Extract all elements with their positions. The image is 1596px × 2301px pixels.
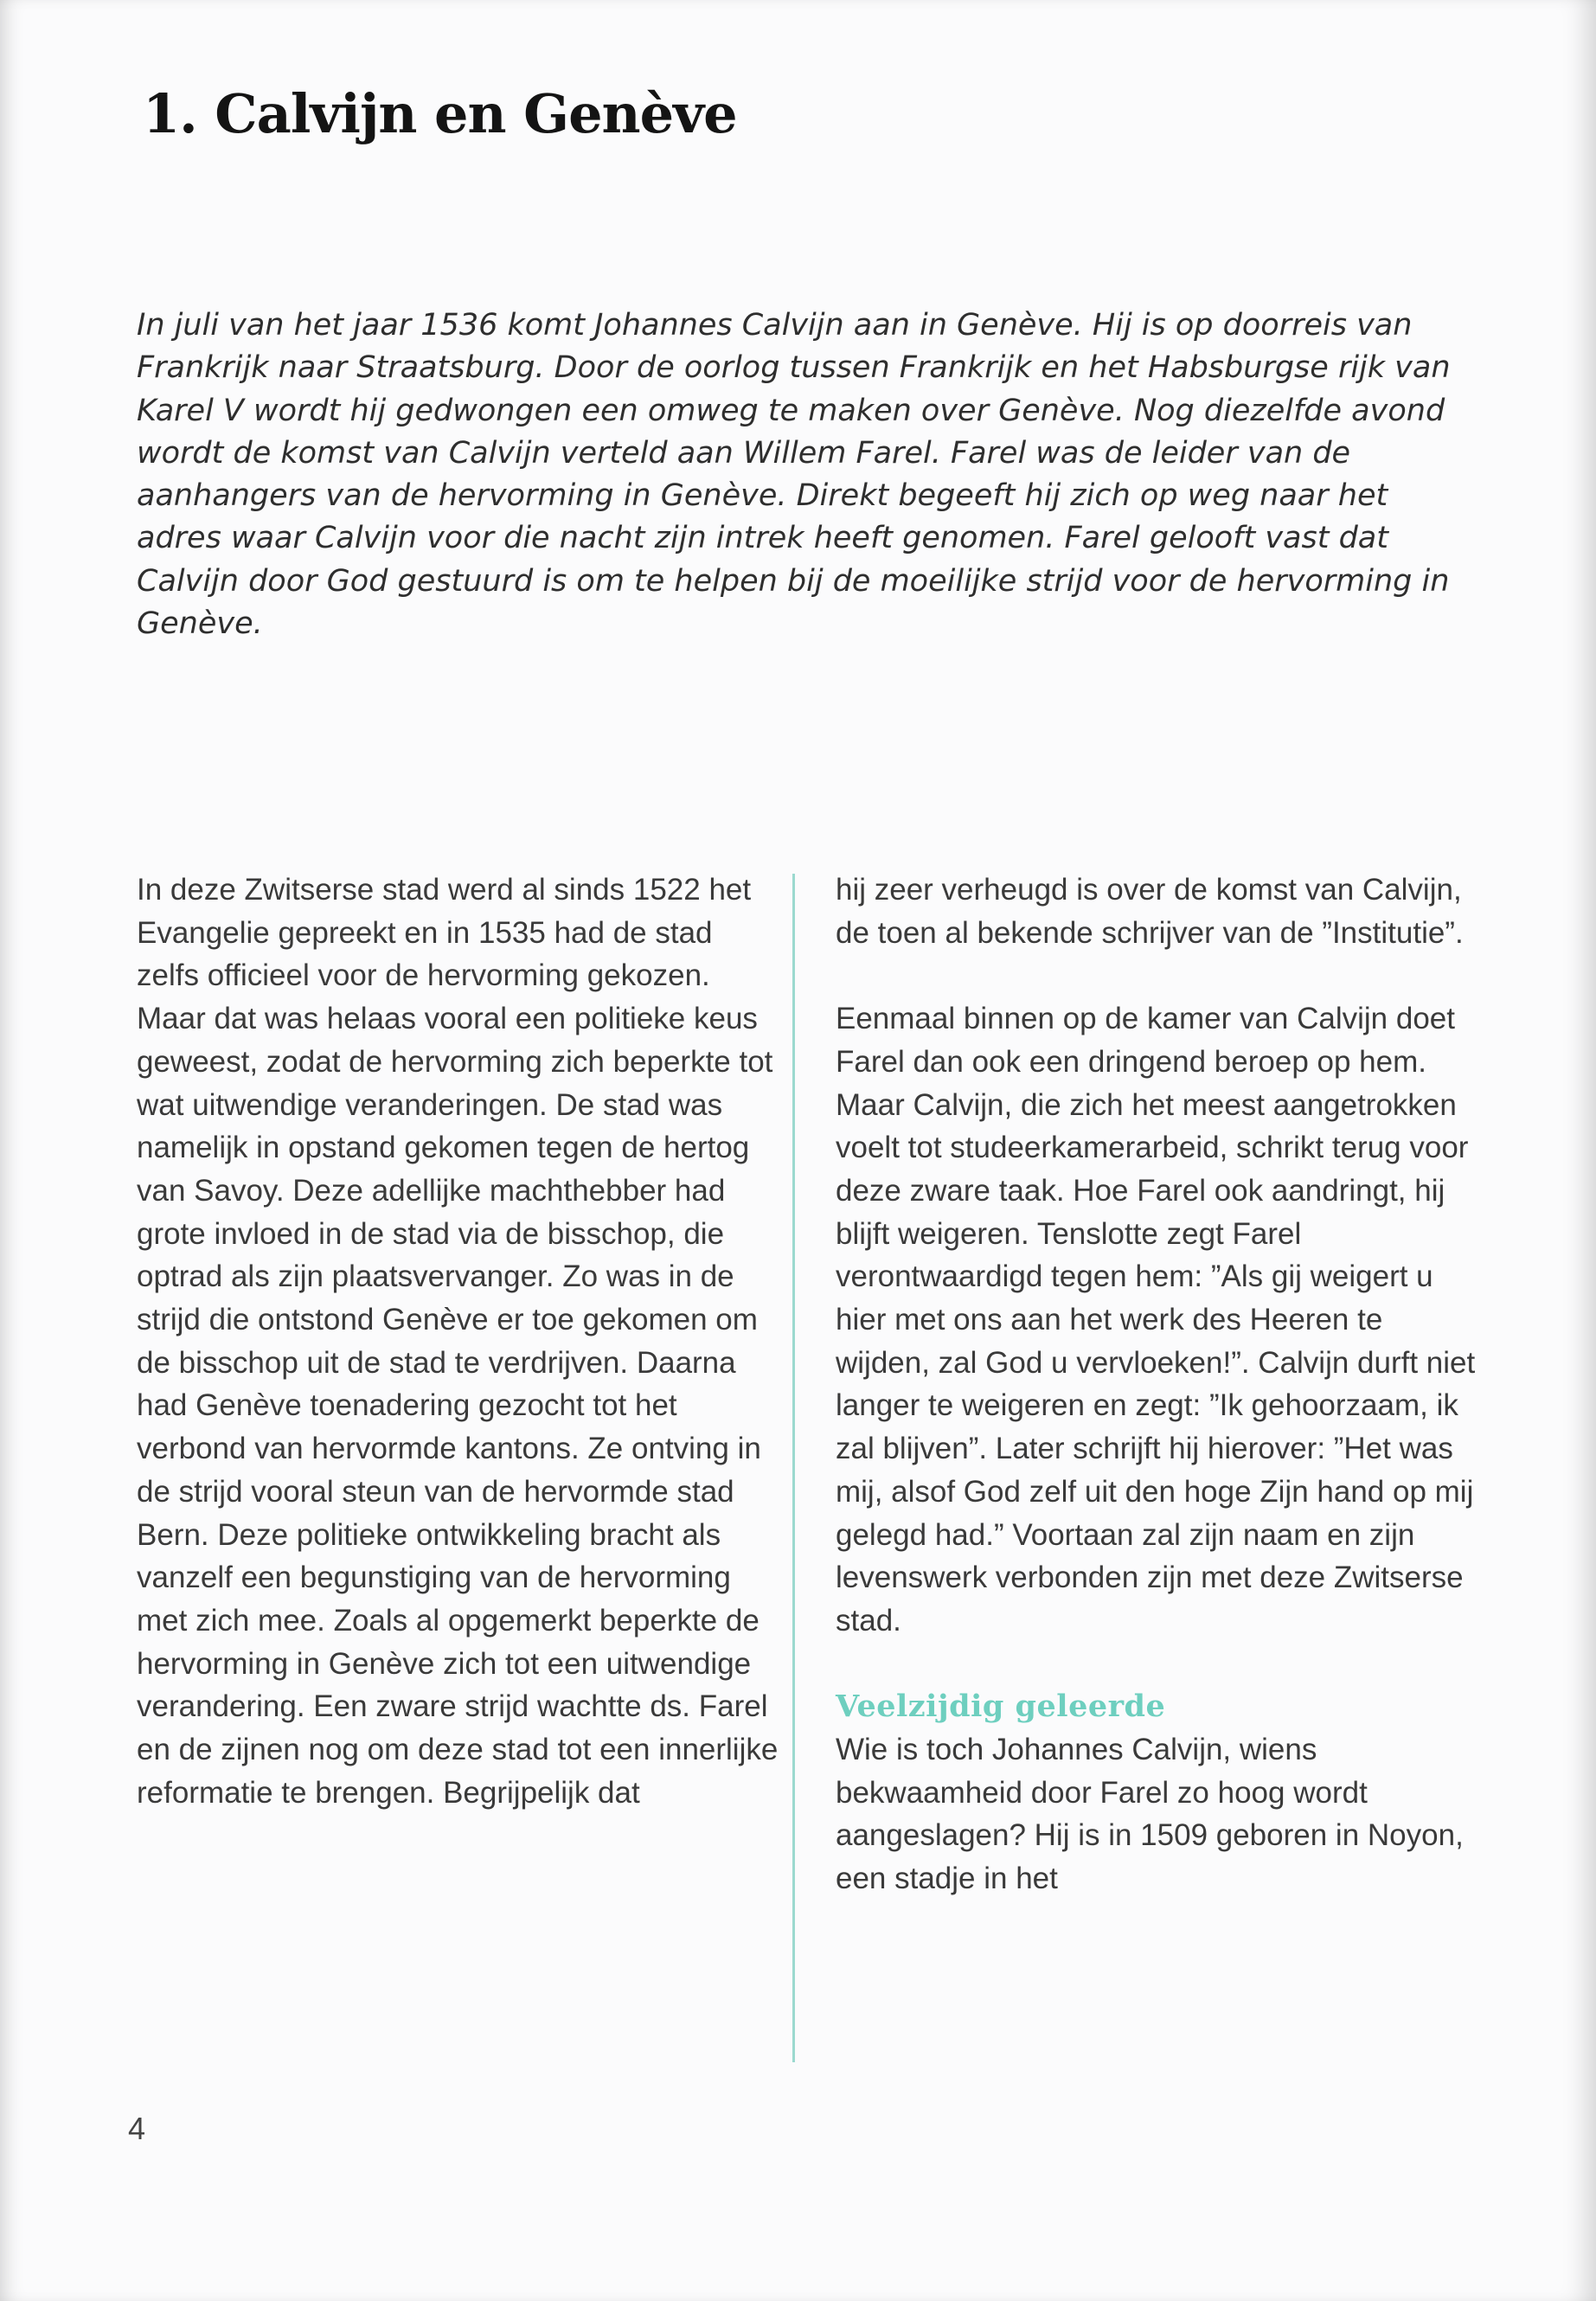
column-divider [792,874,795,2062]
section-subheading: Veelzijdig geleerde [836,1689,1166,1725]
chapter-title: 1. Calvijn en Genève [143,82,737,145]
right-column [836,868,1476,1900]
body-paragraph: In deze Zwitserse stad werd al sinds 1522 het Evangelie gepreekt en in 1535 had de stad zelfs officieel voor de hervorming gekozen. Maar dat was helaas vooral een politieke keus geweest, zodat de hervorming zich beperkte tot wat uitwendige veranderingen. De stad was namelijk in opstand gekomen tegen de hertog van Savoy. Deze adellijke machthebber had grote invloed in de stad via de bisschop, die optrad als zijn plaatsvervanger. Zo was in de strijd die ontstond Genève er toe gekomen om de bisschop uit de stad te verdrijven. Daarna had Genève toenadering gezocht tot het verbond van hervormde kantons. Ze ontving in de strijd vooral steun van de hervormde stad Bern. Deze politieke ontwikkeling bracht als vanzelf een begunstiging van de hervorming met zich mee. Zoals al opgemerkt beperkte de hervorming in Genève zich tot een uitwendige verandering. Een zware strijd wachtte ds. Farel en de zijnen nog om deze stad tot een innerlijke reformatie te brengen. Begrijpelijk dat [137,873,779,1810]
left-column [137,868,781,1814]
page-number: 4 [128,2111,146,2146]
body-paragraph: hij zeer verheugd is over de komst van Calvijn, de toen al bekende schrijver van de ”Institutie”. [836,873,1464,950]
intro-paragraph: In juli van het jaar 1536 komt Johannes Calvijn aan in Genève. Hij is op doorreis van Frankrijk naar Straatsburg. Door de oorlog tussen Frankrijk en het Habsburgse rijk van Karel V wordt hij gedwongen een omweg te maken over Genève. Nog diezelfde avond wordt de komst van Calvijn verteld aan Willem Farel. Farel was de leider van de aanhangers van de hervorming in Genève. Direkt begeeft hij zich op weg naar het adres waar Calvijn voor die nacht zijn intrek heeft genomen. Farel gelooft vast dat Calvijn door God gestuurd is om te helpen bij de moeilijke strijd voor de hervorming in Genève. [137,308,1451,642]
body-paragraph: Wie is toch Johannes Calvijn, wiens bekwaamheid door Farel zo hoog wordt aangeslagen? Hij is in 1509 geboren in Noyon, een stadje in het [836,1733,1464,1896]
body-paragraph: Eenmaal binnen op de kamer van Calvijn doet Farel dan ook een dringend beroep op hem. Maar Calvijn, die zich het meest aangetrokken voelt tot studeerkamerarbeid, schrikt terug voor deze zware taak. Hoe Farel ook aandringt, hij blijft weigeren. Tenslotte zegt Farel verontwaardigd tegen hem: ”Als gij weigert u hier met ons aan het werk des Heeren te wijden, zal God u vervloeken!”. Calvijn durft niet langer te weigeren en zegt: ”Ik gehoorzaam, ik zal blijven”. Later schrijft hij hierover: ”Het was mij, alsof God zelf uit den hoge Zijn hand op mij gelegd had.” Voortaan zal zijn naam en zijn levenswerk verbonden zijn met deze Zwitserse stad. [836,1002,1476,1638]
